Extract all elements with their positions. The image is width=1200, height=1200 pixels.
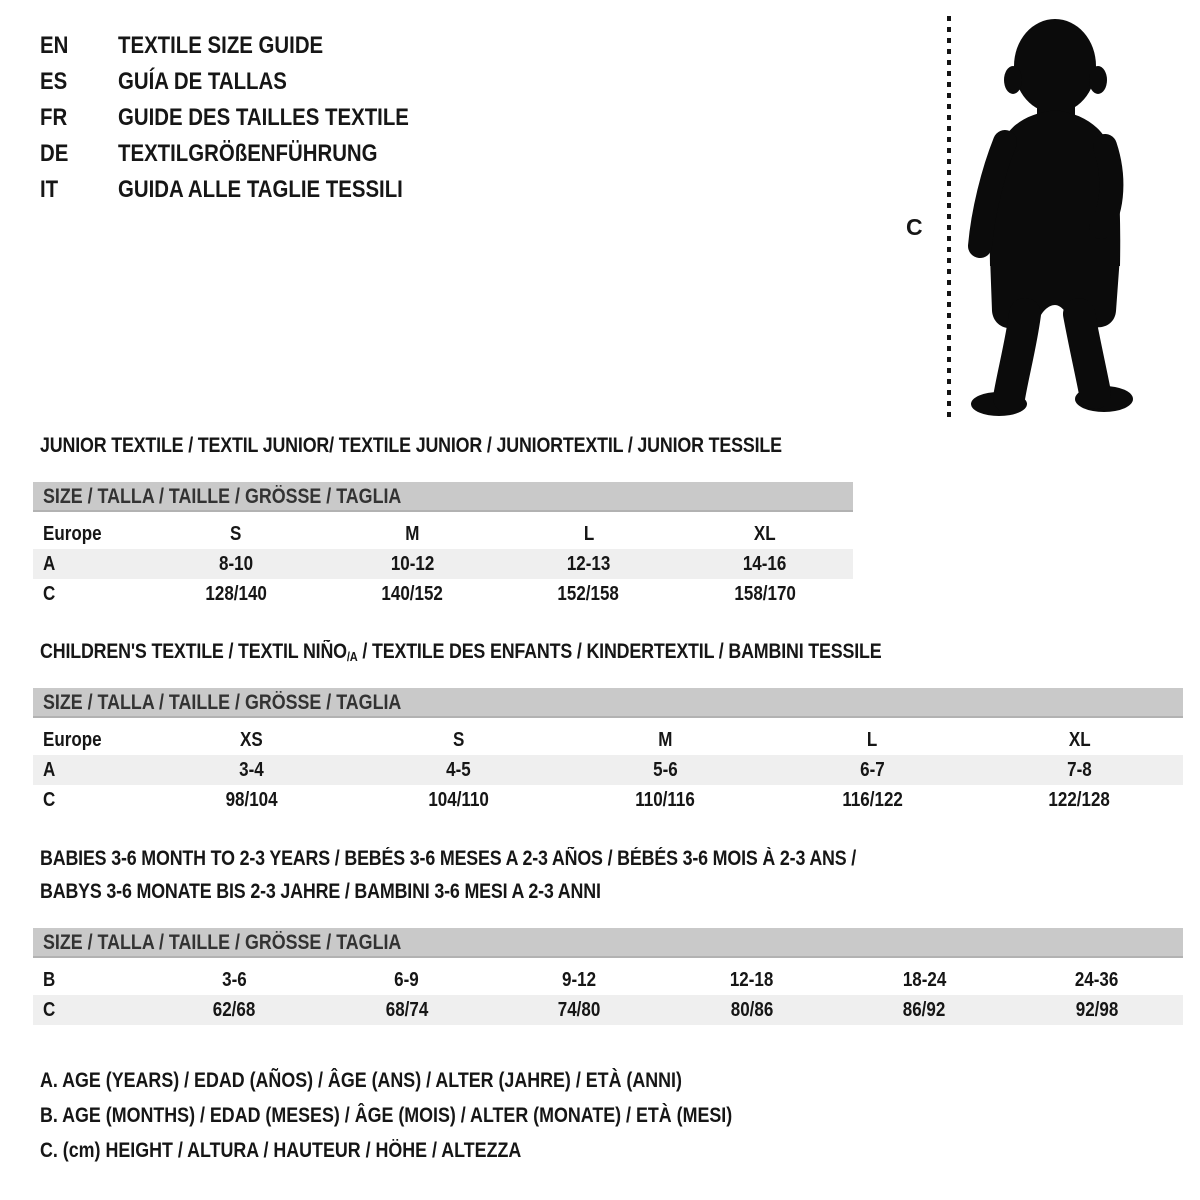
legend-line-b: B. AGE (MONTHS) / EDAD (MESES) / ÂGE (MOIS) / ALTER (MONATE) / ETÀ (MESI) xyxy=(40,1104,733,1127)
size-column-header: M xyxy=(405,522,420,545)
table-cell: 122/128 xyxy=(1048,788,1111,811)
row-label: C xyxy=(43,998,56,1021)
babies-row-height xyxy=(33,995,1183,1025)
language-row-es xyxy=(40,64,460,100)
language-code: DE xyxy=(40,140,69,167)
height-measure-line xyxy=(946,16,954,418)
table-cell: 6-9 xyxy=(394,968,420,991)
row-label: C xyxy=(43,582,56,605)
table-cell: 7-8 xyxy=(1067,758,1092,781)
table-cell: 86/92 xyxy=(902,998,946,1021)
children-row-age xyxy=(33,755,1183,785)
table-cell: 68/74 xyxy=(385,998,429,1021)
children-section-title: CHILDREN'S TEXTILE / TEXTIL NIÑO/A / TEXTILE DES ENFANTS / KINDERTEXTIL / BAMBINI TESSILE xyxy=(40,640,882,664)
table-cell: 116/122 xyxy=(842,788,903,811)
language-title: GUIDA ALLE TAGLIE TESSILI xyxy=(118,176,403,203)
table-cell: 12-13 xyxy=(566,552,611,575)
babies-size-table xyxy=(33,928,1183,1025)
table-cell: 5-6 xyxy=(653,758,678,781)
junior-row-age xyxy=(33,549,853,579)
table-cell: 24-36 xyxy=(1075,968,1119,991)
table-cell: 104/110 xyxy=(428,788,489,811)
table-cell: 62/68 xyxy=(212,998,256,1021)
language-row-fr xyxy=(40,100,460,136)
size-header-bar: SIZE / TALLA / TAILLE / GRÖSSE / TAGLIA xyxy=(33,688,1183,718)
language-row-en xyxy=(40,28,460,64)
language-title: GUÍA DE TALLAS xyxy=(118,68,287,95)
size-column-header: XL xyxy=(754,522,776,545)
table-cell: 74/80 xyxy=(557,998,601,1021)
table-cell: 110/116 xyxy=(635,788,696,811)
table-cell: 18-24 xyxy=(902,968,946,991)
row-label: A xyxy=(43,758,56,781)
children-size-table xyxy=(33,688,1183,815)
table-cell: 14-16 xyxy=(743,552,787,575)
table-cell: 10-12 xyxy=(390,552,435,575)
region-label: Europe xyxy=(43,522,102,545)
junior-size-table xyxy=(33,482,853,609)
babies-section-title-line2: BABYS 3-6 MONATE BIS 2-3 JAHRE / BAMBINI 3-6 MESI A 2-3 ANNI xyxy=(40,880,601,903)
table-cell: 128/140 xyxy=(205,582,267,605)
junior-row-height xyxy=(33,579,853,609)
table-cell: 3-6 xyxy=(221,968,247,991)
language-title: TEXTILGRÖßENFÜHRUNG xyxy=(118,140,378,167)
size-column-header: S xyxy=(230,522,242,545)
size-header-bar: SIZE / TALLA / TAILLE / GRÖSSE / TAGLIA xyxy=(33,482,853,512)
table-cell: 92/98 xyxy=(1075,998,1119,1021)
table-cell: 152/158 xyxy=(557,582,620,605)
table-cell: 140/152 xyxy=(381,582,444,605)
table-cell: 8-10 xyxy=(219,552,254,575)
size-column-header: L xyxy=(867,728,878,751)
table-cell: 12-18 xyxy=(730,968,774,991)
legend-line-c: C. (cm) HEIGHT / ALTURA / HAUTEUR / HÖHE / ALTEZZA xyxy=(40,1139,522,1162)
legend-block xyxy=(40,1063,854,1168)
size-column-header: S xyxy=(452,728,465,751)
language-code: ES xyxy=(40,68,68,95)
language-title: TEXTILE SIZE GUIDE xyxy=(118,32,324,59)
children-columns-row xyxy=(33,725,1183,755)
language-row-de xyxy=(40,136,460,172)
table-cell: 3-4 xyxy=(239,758,264,781)
size-header-bar: SIZE / TALLA / TAILLE / GRÖSSE / TAGLIA xyxy=(33,928,1183,958)
title-subscript: /A xyxy=(346,649,358,664)
legend-line-a: A. AGE (YEARS) / EDAD (AÑOS) / ÂGE (ANS) / ALTER (JAHRE) / ETÀ (ANNI) xyxy=(40,1069,682,1092)
junior-section-title: JUNIOR TEXTILE / TEXTIL JUNIOR/ TEXTILE JUNIOR / JUNIORTEXTIL / JUNIOR TESSILE xyxy=(40,434,782,457)
table-cell: 9-12 xyxy=(562,968,597,991)
language-code: EN xyxy=(40,32,69,59)
table-cell: 98/104 xyxy=(225,788,278,811)
size-column-header: M xyxy=(658,728,673,751)
language-title: GUIDE DES TAILLES TEXTILE xyxy=(118,104,409,131)
language-code: FR xyxy=(40,104,68,131)
language-code: IT xyxy=(40,176,59,203)
height-measure-label: C xyxy=(906,214,923,240)
table-cell: 158/170 xyxy=(734,582,796,605)
size-column-header: L xyxy=(583,522,594,545)
row-label: B xyxy=(43,968,56,991)
babies-row-age-months xyxy=(33,965,1183,995)
table-cell: 4-5 xyxy=(446,758,471,781)
size-column-header: XS xyxy=(240,728,263,751)
children-row-height xyxy=(33,785,1183,815)
table-cell: 80/86 xyxy=(730,998,774,1021)
language-title-block xyxy=(40,28,460,208)
row-label: C xyxy=(43,788,56,811)
table-cell: 6-7 xyxy=(860,758,885,781)
region-label: Europe xyxy=(43,728,102,751)
language-row-it xyxy=(40,172,460,208)
junior-columns-row xyxy=(33,519,853,549)
toddler-silhouette-icon xyxy=(963,14,1141,420)
babies-section-title-line1: BABIES 3-6 MONTH TO 2-3 YEARS / BEBÉS 3-6 MESES A 2-3 AÑOS / BÉBÉS 3-6 MOIS À 2-3 ANS / xyxy=(40,847,857,870)
row-label: A xyxy=(43,552,56,575)
size-column-header: XL xyxy=(1068,728,1091,751)
